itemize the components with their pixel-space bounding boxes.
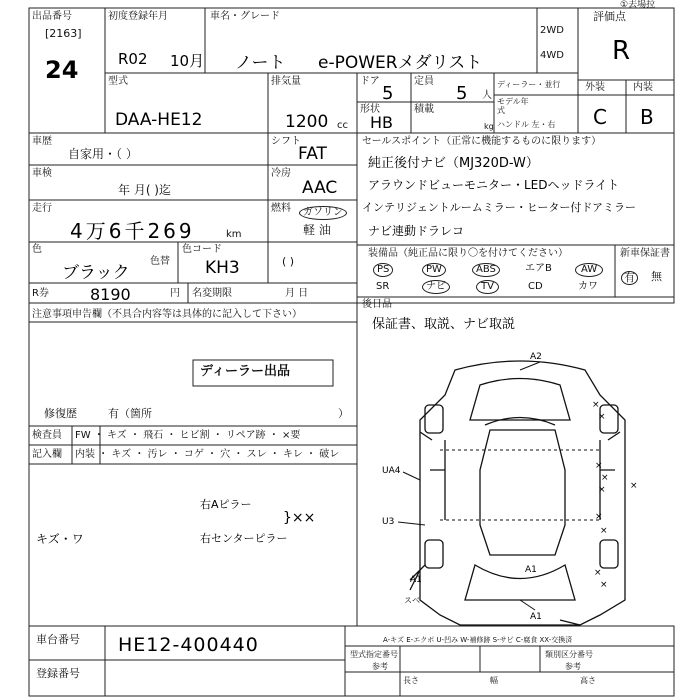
lot-code: [2163]: [45, 27, 82, 40]
equip-sr: SR: [376, 281, 390, 292]
recycle-unit: 円: [170, 288, 180, 299]
warranty-no: 無: [651, 270, 662, 283]
load-label: 積載: [414, 104, 434, 115]
type-ref-label: 参考: [372, 662, 388, 671]
width-label: 幅: [490, 676, 498, 685]
equip-ps: PS: [373, 263, 393, 277]
exterior-label: 外装: [585, 82, 605, 93]
note-right-mark: }××: [283, 510, 316, 526]
load-unit: kg: [484, 122, 494, 131]
displacement: 1200: [285, 112, 329, 132]
diag-label-a2: A2: [530, 352, 542, 362]
name-change-label: 名変期限: [192, 288, 232, 299]
selling-point-2: アラウンドビューモニター・LEDヘッドライト: [368, 178, 620, 192]
inspection-label: 車検: [32, 168, 52, 179]
fuel-label: 燃料: [271, 203, 291, 214]
color-code: KH3: [205, 258, 240, 278]
equip-pw: PW: [422, 263, 446, 277]
diag-mark: ×: [598, 485, 606, 495]
mileage-unit: km: [226, 229, 242, 240]
diag-mark: ×: [600, 580, 608, 590]
documents-label: 後日品: [362, 299, 392, 310]
shape: HB: [370, 113, 394, 132]
diag-mark: ×: [601, 473, 609, 483]
note-right-2: 右センターピラー: [200, 532, 288, 545]
car-name-label: 車名・グレード: [210, 11, 280, 22]
diag-mark: ×: [630, 481, 638, 491]
class-ref-label: 参考: [565, 662, 581, 671]
name-change-value: 月 日: [285, 288, 309, 299]
diag-label-u3: U3: [382, 517, 395, 527]
equip-cd: CD: [528, 281, 543, 292]
diag-mark: ×: [595, 512, 603, 522]
inspection-value: 年 月( )迄: [118, 183, 171, 197]
equip-leather: カワ: [578, 281, 598, 292]
exterior-grade: C: [593, 105, 607, 129]
history-value: 自家用・（ ）: [68, 147, 138, 161]
doors: 5: [382, 83, 394, 104]
history-label: 車歴: [32, 136, 52, 147]
dealer-label: ディーラー・並行: [497, 80, 561, 89]
class-label: 類別区分番号: [545, 650, 593, 659]
first-reg-era: R02: [118, 50, 148, 68]
diag-label-sube: スベ: [404, 596, 420, 605]
model-year-label: モデル年式: [497, 97, 529, 115]
eval-value: R: [612, 36, 631, 66]
shape-label: 形状: [360, 104, 380, 115]
diag-label-a1-center: A1: [525, 565, 537, 575]
grade: e-POWERメダリスト: [318, 53, 483, 73]
selling-point-1: 純正後付ナビ（MJ320D-W）: [368, 156, 539, 171]
repair-label: 修復歴: [44, 407, 77, 420]
dealer-stamp: ディーラー出品: [200, 364, 290, 379]
diag-mark: ×: [600, 526, 608, 536]
drive-4wd: 4WD: [540, 50, 564, 61]
inspection-row-2: 内装 ・ キズ ・ 汚レ ・ コゲ ・ 穴 ・ スレ ・ キレ ・ 破レ: [75, 449, 340, 460]
height-label: 高さ: [580, 676, 596, 685]
repair-value: 有（箇所: [108, 407, 152, 420]
documents-value: 保証書、取説、ナビ取説: [372, 317, 516, 332]
lot-number: 24: [45, 56, 79, 84]
eval-label: 評価点: [593, 10, 626, 23]
interior-label: 内装: [633, 82, 653, 93]
lot-label: 出品番号: [32, 11, 72, 22]
displacement-label: 排気量: [271, 76, 301, 87]
color-label: 色: [32, 244, 42, 255]
shift-label: シフト: [271, 136, 301, 147]
interior-grade: B: [640, 105, 654, 129]
ac-label: 冷房: [271, 168, 291, 179]
drive-2wd: 2WD: [540, 25, 564, 36]
model-label: 型式: [108, 76, 128, 87]
legend: A-キズ E-エクボ U-凹み W-補修跡 S-サビ C-腐食 XX-交換済: [383, 636, 573, 644]
selling-point-4: ナビ連動ドラレコ: [368, 224, 465, 238]
inspector-label: 検査員: [32, 430, 62, 441]
warranty-label: 新車保証書: [620, 248, 670, 259]
diag-label-a1-left: A1: [410, 575, 422, 585]
first-reg-month: 10月: [170, 52, 205, 70]
equip-tv: TV: [476, 280, 499, 294]
capacity-label: 定員: [414, 76, 434, 87]
color-code-label: 色コード: [182, 244, 222, 255]
chassis-label: 車台番号: [36, 633, 80, 646]
note-left: キズ・ワ: [36, 532, 84, 546]
diag-mark: ×: [594, 568, 602, 578]
diag-mark: ×: [595, 461, 603, 471]
equip-abs: ABS: [472, 263, 500, 277]
equip-airbag: エアB: [525, 263, 552, 274]
selling-point-3: インテリジェントルームミラー・ヒーター付ドアミラー: [362, 201, 637, 214]
mileage: 4万6千269: [70, 219, 195, 243]
mileage-label: 走行: [32, 203, 52, 214]
top-right-note: ①去場拉: [620, 0, 656, 10]
diag-label-a1-bottom: A1: [530, 612, 542, 622]
shift: FAT: [298, 144, 327, 164]
notes-label: 注意事項申告欄（不具合内容等は具体的に記入して下さい）: [32, 309, 302, 320]
diag-label-ua4: UA4: [382, 466, 401, 476]
note-right-1: 右Aピラー: [200, 498, 252, 511]
color-change-label: 色替: [150, 256, 170, 267]
recycle-label: R券: [32, 288, 49, 299]
doors-label: ドア: [360, 76, 380, 87]
recycle-value: 8190: [90, 285, 131, 304]
entry-label: 記入欄: [32, 449, 62, 460]
registration-label: 登録番号: [36, 667, 80, 680]
equip-navi: ナビ: [422, 280, 450, 294]
selling-points-label: セールスポイント（正常に機能するものに限ります）: [362, 136, 602, 147]
equipment-label: 装備品（純正品に限り〇を付けてください）: [368, 248, 568, 259]
warranty-yes: 有: [621, 271, 638, 285]
ac: AAC: [302, 178, 338, 198]
displacement-unit: cc: [337, 120, 348, 131]
diag-mark: ×: [592, 400, 600, 410]
car-name: ノート: [235, 53, 286, 73]
capacity: 5: [456, 83, 468, 104]
equip-aw: AW: [575, 263, 603, 277]
model: DAA-HE12: [115, 110, 203, 130]
chassis-number: HE12-400440: [118, 634, 259, 656]
length-label: 長さ: [403, 676, 419, 685]
first-reg-label: 初度登録年月: [108, 11, 168, 22]
fuel-gasoline: ガソリン: [299, 206, 347, 220]
capacity-unit: 人: [482, 90, 492, 101]
type-designation-label: 型式指定番号: [350, 650, 398, 659]
handle-label: ハンドル 左・右: [497, 120, 556, 129]
diag-mark: ×: [598, 412, 606, 422]
inspection-row-1: FW ・ キズ ・ 飛石 ・ ヒビ割 ・ リペア跡 ・ ×要: [75, 430, 301, 441]
color: ブラック: [62, 263, 130, 283]
fuel-diesel: 軽 油: [303, 223, 331, 237]
fuel-paren: ( ): [282, 255, 295, 268]
